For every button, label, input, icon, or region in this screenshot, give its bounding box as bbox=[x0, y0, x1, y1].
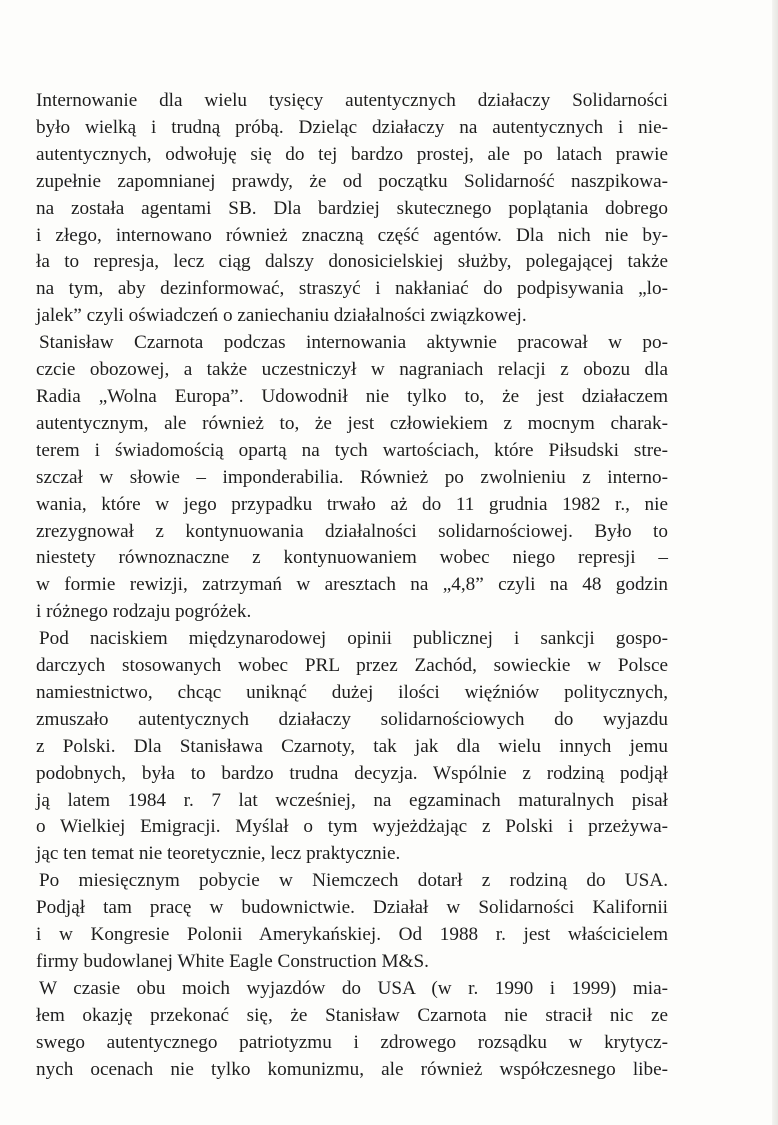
text-line: firmy budowlanej White Eagle Construction M&S. bbox=[36, 951, 429, 972]
text-line: jalek” czyli oświadczeń o zaniechaniu działalności związkowej. bbox=[36, 305, 527, 327]
text-line: w formie rewizji, zatrzymań w aresztach na „4,8” czyli na 48 godzin bbox=[36, 574, 668, 596]
text-line: W czasie obu moich wyjazdów do USA (w r. 1990 i 1999) mia- bbox=[39, 977, 668, 999]
text-line: darczych stosowanych wobec PRL przez Zachód, sowieckie w Polsce bbox=[36, 655, 668, 677]
body-text bbox=[36, 88, 668, 1084]
text-line: szczał w słowie – imponderabilia. Również po zwolnieniu z interno- bbox=[36, 466, 668, 488]
text-line: podobnych, była to bardzo trudna decyzja. Wspólnie z rodziną podjął bbox=[36, 762, 668, 784]
paragraph bbox=[36, 88, 668, 330]
text-line: ją latem 1984 r. 7 lat wcześniej, na egzaminach maturalnych pisał bbox=[36, 789, 668, 811]
text-line: zmuszało autentycznych działaczy solidarnościowych do wyjazdu bbox=[36, 708, 668, 730]
page-edge-shadow bbox=[772, 0, 778, 1125]
paragraph bbox=[36, 330, 668, 626]
text-line: namiestnictwo, chcąc uniknąć dużej ilości więźniów politycznych, bbox=[36, 681, 668, 703]
text-line: nych ocenach nie tylko komunizmu, ale również współczesnego libe- bbox=[36, 1058, 668, 1080]
text-line: na została agentami SB. Dla bardziej skutecznego poplątania dobrego bbox=[36, 197, 668, 219]
text-line: czcie obozowej, a także uczestniczył w nagraniach relacji z obozu dla bbox=[36, 359, 668, 381]
text-line: terem i świadomością opartą na tych wartościach, które Piłsudski stre- bbox=[36, 439, 668, 461]
text-line: zrezygnował z kontynuowania działalności solidarnościowej. Było to bbox=[36, 520, 668, 542]
text-line: Radia „Wolna Europa”. Udowodnił nie tylko to, że jest działaczem bbox=[36, 385, 668, 407]
text-line: i w Kongresie Polonii Amerykańskiej. Od 1988 r. jest właścicielem bbox=[36, 924, 668, 946]
text-line: i różnego rodzaju pogróżek. bbox=[36, 601, 252, 623]
text-line: o Wielkiej Emigracji. Myślał o tym wyjeżdżając z Polski i przeżywa- bbox=[36, 816, 668, 838]
text-line: zupełnie zapomnianej prawdy, że od początku Solidarność naszpikowa- bbox=[36, 170, 668, 192]
text-line: było wielką i trudną próbą. Dzieląc działaczy na autentycznych i nie- bbox=[36, 116, 668, 138]
paragraph bbox=[36, 626, 668, 868]
paragraph bbox=[36, 976, 668, 1084]
text-line: autentycznych, odwołuję się do tej bardzo prostej, ale po latach prawie bbox=[36, 143, 668, 165]
text-line: jąc ten temat nie teoretycznie, lecz praktycznie. bbox=[36, 843, 401, 865]
text-line: i złego, internowano również znaczną część agentów. Dla nich nie by- bbox=[36, 224, 668, 246]
text-line: na tym, aby dezinformować, straszyć i nakłaniać do podpisywania „lo- bbox=[36, 278, 668, 300]
text-line: ła to represja, lecz ciąg dalszy donosicielskiej służby, polegającej także bbox=[36, 251, 668, 273]
text-line: Internowanie dla wielu tysięcy autentycznych działaczy Solidarności bbox=[36, 90, 668, 111]
text-line: swego autentycznego patriotyzmu i zdrowego rozsądku w krytycz- bbox=[36, 1031, 668, 1053]
paragraph bbox=[36, 868, 668, 976]
text-line: Po miesięcznym pobycie w Niemczech dotarł z rodziną do USA. bbox=[39, 870, 668, 892]
text-line: Stanisław Czarnota podczas internowania aktywnie pracował w po- bbox=[39, 332, 668, 354]
text-line: wania, które w jego przypadku trwało aż do 11 grudnia 1982 r., nie bbox=[36, 493, 668, 515]
text-line: z Polski. Dla Stanisława Czarnoty, tak jak dla wielu innych jemu bbox=[36, 735, 668, 757]
text-line: Pod naciskiem międzynarodowej opinii publicznej i sankcji gospo- bbox=[39, 628, 668, 650]
text-line: Podjął tam pracę w budownictwie. Działał w Solidarności Kalifornii bbox=[36, 897, 668, 919]
text-line: autentycznym, ale również to, że jest człowiekiem z mocnym charak- bbox=[36, 412, 668, 434]
text-line: niestety równoznaczne z kontynuowaniem wobec niego represji – bbox=[36, 547, 668, 569]
text-line: łem okazję przekonać się, że Stanisław Czarnota nie stracił nic ze bbox=[36, 1004, 668, 1026]
